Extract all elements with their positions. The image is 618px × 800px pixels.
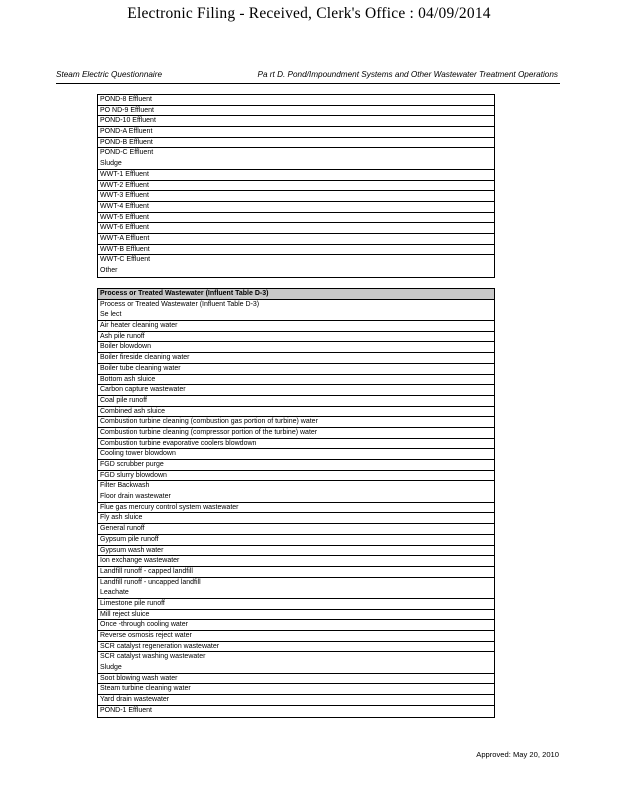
list-item[interactable]: Other bbox=[100, 267, 118, 274]
list-item[interactable]: POND-C Effluent bbox=[100, 149, 154, 157]
table-header: Process or Treated Wastewater (Influent Table D-3) bbox=[98, 289, 494, 300]
list-item[interactable]: WWT-B Effluent bbox=[98, 245, 494, 256]
list-item[interactable]: Landfill runoff - uncapped landfill bbox=[100, 578, 201, 586]
list-item[interactable]: General runoff bbox=[98, 524, 494, 535]
list-item[interactable]: Sludge bbox=[98, 159, 494, 170]
list-item[interactable]: POND-8 Effluent bbox=[98, 95, 494, 106]
list-item[interactable]: WWT-4 Effluent bbox=[98, 202, 494, 213]
list-item[interactable]: Cooling tower blowdown bbox=[98, 449, 494, 460]
list-item[interactable]: POND-10 Effluent bbox=[98, 116, 494, 127]
list-item[interactable]: Gypsum pile runoff bbox=[98, 535, 494, 546]
header-rule bbox=[56, 83, 560, 84]
list-item[interactable]: Fly ash sluice bbox=[98, 513, 494, 524]
list-item[interactable]: Leachate bbox=[98, 588, 494, 599]
list-item[interactable]: Air heater cleaning water bbox=[98, 321, 494, 332]
filing-stamp-header: Electronic Filing - Received, Clerk's Office : 04/09/2014 bbox=[127, 5, 491, 22]
list-item[interactable]: Floor drain wastewater bbox=[98, 492, 494, 503]
list-item[interactable]: WWT-A Effluent bbox=[98, 234, 494, 245]
list-item[interactable]: Process or Treated Wastewater (Influent Table D-3) bbox=[100, 300, 260, 308]
part-title: Pa rt D. Pond/Impoundment Systems and Other Wastewater Treatment Operations bbox=[257, 70, 558, 79]
list-item[interactable]: Coal pile runoff bbox=[98, 396, 494, 407]
list-item[interactable]: WWT-2 Effluent bbox=[98, 181, 494, 192]
list-item[interactable]: FGD scrubber purge bbox=[98, 460, 494, 471]
list-item[interactable]: Gypsum wash water bbox=[98, 546, 494, 557]
list-item[interactable]: Ash pile runoff bbox=[98, 332, 494, 343]
list-item[interactable]: Combined ash sluice bbox=[98, 407, 494, 418]
list-item[interactable]: WWT-6 Effluent bbox=[98, 223, 494, 234]
questionnaire-title: Steam Electric Questionnaire bbox=[56, 70, 163, 79]
effluent-options-table bbox=[97, 94, 495, 278]
list-item[interactable]: Flue gas mercury control system wastewater bbox=[98, 503, 494, 514]
list-item[interactable]: Landfill runoff - capped landfill bbox=[98, 567, 494, 578]
list-item[interactable]: Combustion turbine cleaning (compressor portion of the turbine) water bbox=[98, 428, 494, 439]
list-item[interactable]: Filter Backwash bbox=[100, 482, 150, 490]
list-item[interactable]: Boiler fireside cleaning water bbox=[98, 353, 494, 364]
list-item[interactable]: WWT-1 Effluent bbox=[98, 170, 494, 181]
list-item[interactable]: Sludge bbox=[98, 663, 494, 674]
list-item[interactable]: Ion exchange wastewater bbox=[98, 556, 494, 567]
list-item[interactable]: POND-1 Effluent bbox=[100, 706, 153, 714]
list-item[interactable]: Boiler blowdown bbox=[98, 342, 494, 353]
list-item[interactable]: Once -through cooling water bbox=[98, 620, 494, 631]
section-subheader bbox=[56, 70, 560, 82]
list-item[interactable]: Combustion turbine cleaning (combustion gas portion of turbine) water bbox=[98, 417, 494, 428]
list-item[interactable]: SCR catalyst washing wastewater bbox=[100, 653, 206, 661]
list-item[interactable]: Carbon capture wastewater bbox=[98, 385, 494, 396]
list-item[interactable]: POND-B Effluent bbox=[98, 138, 494, 149]
list-item[interactable]: WWT-5 Effluent bbox=[98, 213, 494, 224]
list-item[interactable]: Soot blowing wash water bbox=[98, 674, 494, 685]
list-item[interactable]: Mill reject sluice bbox=[98, 610, 494, 621]
list-item[interactable]: POND-A Effluent bbox=[98, 127, 494, 138]
list-item[interactable]: WWT-C Effluent bbox=[100, 256, 151, 264]
list-item[interactable]: SCR catalyst regeneration wastewater bbox=[98, 642, 494, 653]
list-item[interactable]: Bottom ash sluice bbox=[98, 375, 494, 386]
list-item[interactable]: Se lect bbox=[98, 310, 494, 321]
list-item[interactable]: WWT-3 Effluent bbox=[98, 191, 494, 202]
list-item[interactable]: PO ND-9 Effluent bbox=[98, 106, 494, 117]
list-item[interactable]: Combustion turbine evaporative coolers blowdown bbox=[98, 439, 494, 450]
wastewater-options-table bbox=[97, 288, 495, 718]
list-item[interactable]: FGD slurry blowdown bbox=[98, 471, 494, 482]
approval-date: Approved: May 20, 2010 bbox=[476, 750, 559, 759]
list-item[interactable]: Limestone pile runoff bbox=[98, 599, 494, 610]
list-item[interactable]: Reverse osmosis reject water bbox=[98, 631, 494, 642]
list-item[interactable]: Steam turbine cleaning water bbox=[98, 684, 494, 695]
list-item[interactable]: Boiler tube cleaning water bbox=[98, 364, 494, 375]
list-item[interactable]: Yard drain wastewater bbox=[98, 695, 494, 706]
